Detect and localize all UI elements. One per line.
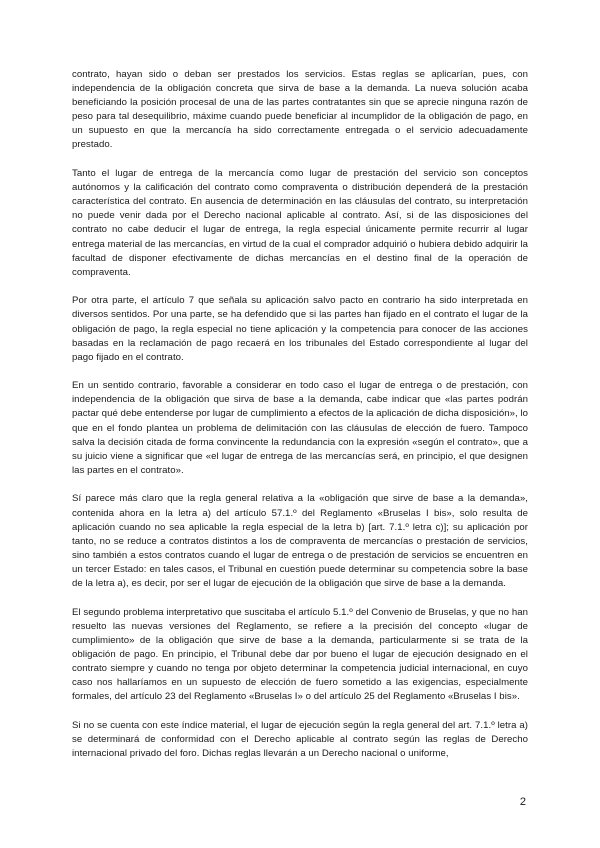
page-number: 2: [519, 796, 526, 808]
paragraph-1: contrato, hayan sido o deban ser prestados los servicios. Estas reglas se aplicarían, pues, con independencia de la obligación concreta que sirva de base a la demanda. La nueva solución acaba beneficiando la posición procesal de una de las partes contratantes sin que se aprecie ninguna razón de peso para tal desequilibrio, máxime cuando puede beneficiar al incumplidor de la obligación de pago, en un supuesto en que la mercancía ha sido correctamente entregada o el servicio adecuadamente prestado.: [72, 69, 528, 151]
paragraph-2: Tanto el lugar de entrega de la mercancía como lugar de prestación del servicio son conceptos autónomos y la calificación del contrato como compraventa o distribución dependerá de la prestación característica del contrato. En ausencia de determinación en las cláusulas del contrato, su interpretación no puede venir dada por el Derecho nacional aplicable al contrato. Así, si de las disposiciones del contrato no cabe deducir el lugar de entrega, la regla especial únicamente permite recurrir al lugar entrega material de las mercancías, en virtud de la cual el comprador adquirió o hubiera debido adquirir la facultad de disponer efectivamente de dichas mercancías en el destino final de la operación de compraventa.: [72, 168, 528, 278]
paragraph-4: En un sentido contrario, favorable a considerar en todo caso el lugar de entrega o de prestación, con independencia de la obligación que sirva de base a la demanda, cabe indicar que «las partes podrán pactar qué debe entenderse por lugar de cumplimiento a efectos de la aplicación de dicha disposición», lo que en el fondo plantea un problema de delimitación con las cláusulas de elección de fuero. Tampoco salva la decisión citada de forma convincente la redundancia con la expresión «según el contrato», que a su juicio viene a significar que «el lugar de entrega de las mercancías será, en principio, el que designen las partes en el contrato».: [72, 380, 528, 476]
paragraph-3: Por otra parte, el artículo 7 que señala su aplicación salvo pacto en contrario ha sido interpretada en diversos sentidos. Por una parte, se ha defendido que si las partes han fijado en el contrato el lugar de la obligación de pago, la regla especial no tiene aplicación y la competencia para conocer de las acciones basadas en la reclamación de pago recaerá en los tribunales del Estado correspondiente al lugar del pago fijado en el contrato.: [72, 295, 528, 363]
paragraph-7: Si no se cuenta con este índice material, el lugar de ejecución según la regla general del art. 7.1.º letra a) se determinará de conformidad con el Derecho aplicable al contrato según las reglas de Derecho internacional privado del foro. Dichas reglas llevarán a un Derecho nacional o uniforme,: [72, 719, 528, 759]
paragraph-5: Sí parece más claro que la regla general relativa a la «obligación que sirve de base a la demanda», contenida ahora en la letra a) del artículo 57.1.º del Reglamento «Bruselas I bis», solo resulta de aplicación cuando no sea aplicable la regla especial de la letra b) [art. 7.1.º letra c)]; su aplicación por tanto, no se reduce a contratos distintos a los de compraventa de mercancías o prestación de servicios, sino también a estos contratos cuando el lugar de entrega o de prestación de servicios se encuentren en un tercer Estado: en tales casos, el Tribunal en cuestión puede determinar su competencia sobre la base de la letra a), es decir, por ser el lugar de ejecución de la obligación que sirve de base a la demanda.: [72, 493, 528, 589]
paragraph-6: El segundo problema interpretativo que suscitaba el artículo 5.1.º del Convenio de Bruselas, y que no han resuelto las nuevas versiones del Reglamento, se refiere a la precisión del concepto «lugar de cumplimiento» de la obligación que sirve de base a la demanda, particularmente si se trata de la obligación de pago. En principio, el Tribunal debe dar por bueno el lugar de ejecución designado en el contrato siempre y cuando no tenga por objeto determinar la competencia judicial internacional, en cuyo caso nos hallaríamos en un supuesto de elección de fuero sometido a las exigencias, especialmente formales, del artículo 23 del Reglamento «Bruselas I» o del artículo 25 del Reglamento «Bruselas I bis».: [72, 606, 528, 703]
